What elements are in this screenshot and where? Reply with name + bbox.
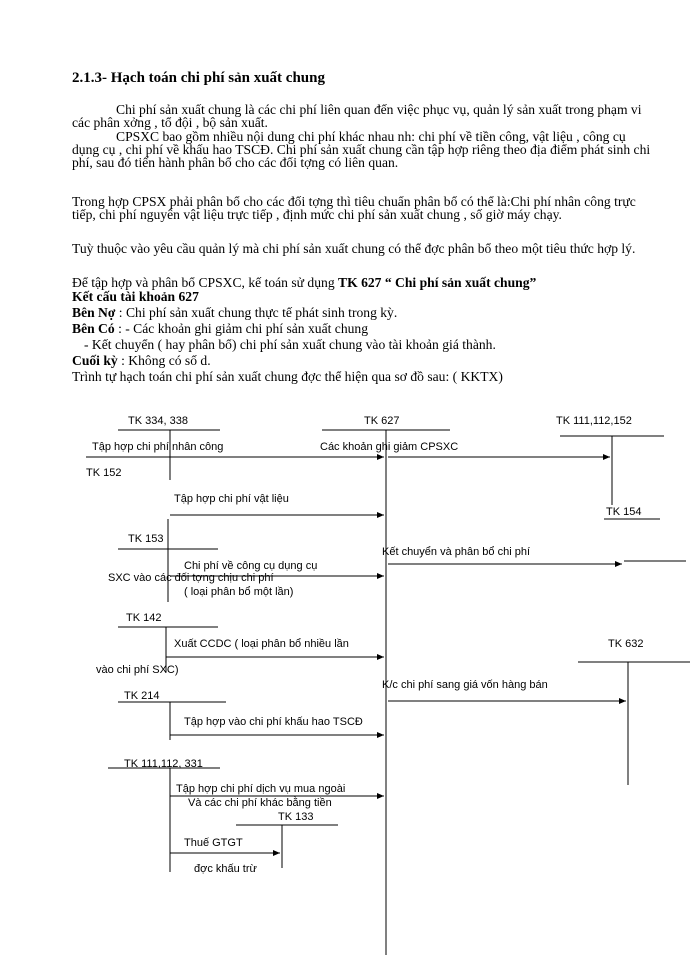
- label-tools-one-time: ( loại phân bổ một lần): [184, 586, 294, 598]
- period-end-text: : Không có số d.: [117, 353, 211, 368]
- period-end-label: Cuối kỳ: [72, 353, 118, 368]
- label-reductions: Các khoản ghi giảm CPSXC: [320, 441, 459, 453]
- paragraph-content: CPSXC bao gồm nhiều nội dung chi phí khác nhau nh: chi phí về tiền công, vật liệu , công cụ dụng cụ , chi phí về khấu hao TSCĐ. Chi phí sản xuất chung cần tập hợp riêng theo địa điểm phát sinh chi phí, sau đó tiến hành phân bổ cho các đối tợng có liên quan.: [72, 129, 651, 170]
- tk-111-112-152-label: TK 111,112,152: [556, 415, 632, 427]
- label-tools-objects: SXC vào các đối tợng chịu chi phí: [108, 572, 274, 584]
- label-deductible: đợc khấu trừ: [194, 863, 257, 875]
- tk-142-label: TK 142: [126, 612, 162, 624]
- paragraph-allocation: Trong hợp CPSX phải phân bổ cho các đối tợng thì tiêu chuẩn phân bổ có thể là:Chi phí nhân công trực tiếp, chi phí nguyên vật liệu trực tiếp , định mức chi phí sản xuất chung , số giờ máy chạy.: [72, 194, 636, 222]
- label-depreciation: Tập hợp vào chi phí khấu hao TSCĐ: [184, 716, 363, 728]
- diagram-intro: Trình tự hạch toán chi phí sản xuất chung đợc thể hiện qua sơ đồ sau: ( KKTX): [72, 369, 503, 384]
- label-other-cash-costs: Và các chi phí khác bằng tiền: [188, 797, 332, 809]
- section-heading: 2.1.3- Hạch toán chi phí sản xuất chung: [72, 70, 325, 86]
- label-issue-tools: Xuất CCDC ( loại phân bổ nhiều lần: [174, 638, 349, 650]
- account-structure-heading: Kết cấu tài khoản 627: [72, 289, 199, 304]
- label-vat: Thuế GTGT: [184, 837, 243, 849]
- tk-133-label: TK 133: [278, 811, 314, 823]
- label-into-sxc: vào chi phí SXC): [96, 664, 179, 676]
- tk-334-338-label: TK 334, 338: [128, 415, 188, 427]
- account-intro: Để tập hợp và phân bổ CPSXC, kế toán sử dụng: [72, 275, 339, 290]
- label-labor-costs: Tập hợp chi phí nhân công: [92, 441, 224, 453]
- label-transfer-allocation: Kết chuyển và phân bổ chi phí: [382, 546, 530, 558]
- credit-label: Bên Có: [72, 321, 115, 336]
- label-material-costs: Tập hợp chi phí vật liệu: [174, 493, 289, 505]
- debit-text: : Chi phí sản xuất chung thực tế phát sinh trong kỳ.: [115, 305, 398, 320]
- label-transfer-cogs: K/c chi phí sang giá vốn hàng bán: [382, 679, 548, 691]
- paragraph-definition: Chi phí sản xuất chung là các chi phí liên quan đến việc phục vụ, quản lý sản xuất trong phạm vi các phân xởng , tổ đội , bộ sản xuất.: [72, 102, 642, 130]
- debit-label: Bên Nợ: [72, 305, 116, 320]
- tk-153-label: TK 153: [128, 533, 164, 545]
- tk-152-label: TK 152: [86, 467, 122, 479]
- paragraph-criteria: Tuỳ thuộc vào yêu cầu quản lý mà chi phí sản xuất chung có thể đợc phân bổ theo một tiêu thức hợp lý.: [72, 241, 636, 256]
- label-outsourced-services: Tập hợp chi phí dịch vụ mua ngoài: [176, 783, 346, 795]
- label-tools-cost: Chi phí về công cụ dụng cụ: [184, 560, 318, 572]
- tk-214-label: TK 214: [124, 690, 160, 702]
- account-name: TK 627 “ Chi phí sản xuất chung”: [338, 275, 537, 290]
- tk-154-label: TK 154: [606, 506, 642, 518]
- tk-111-112-331-label: TK 111,112, 331: [124, 758, 203, 770]
- tk-632-label: TK 632: [608, 638, 644, 650]
- credit-text: : - Các khoản ghi giảm chi phí sản xuất chung: [114, 321, 369, 336]
- tk-627-label: TK 627: [364, 415, 400, 427]
- credit-side-transfer: - Kết chuyển ( hay phân bổ) chi phí sản xuất chung vào tài khoản giá thành.: [84, 337, 496, 352]
